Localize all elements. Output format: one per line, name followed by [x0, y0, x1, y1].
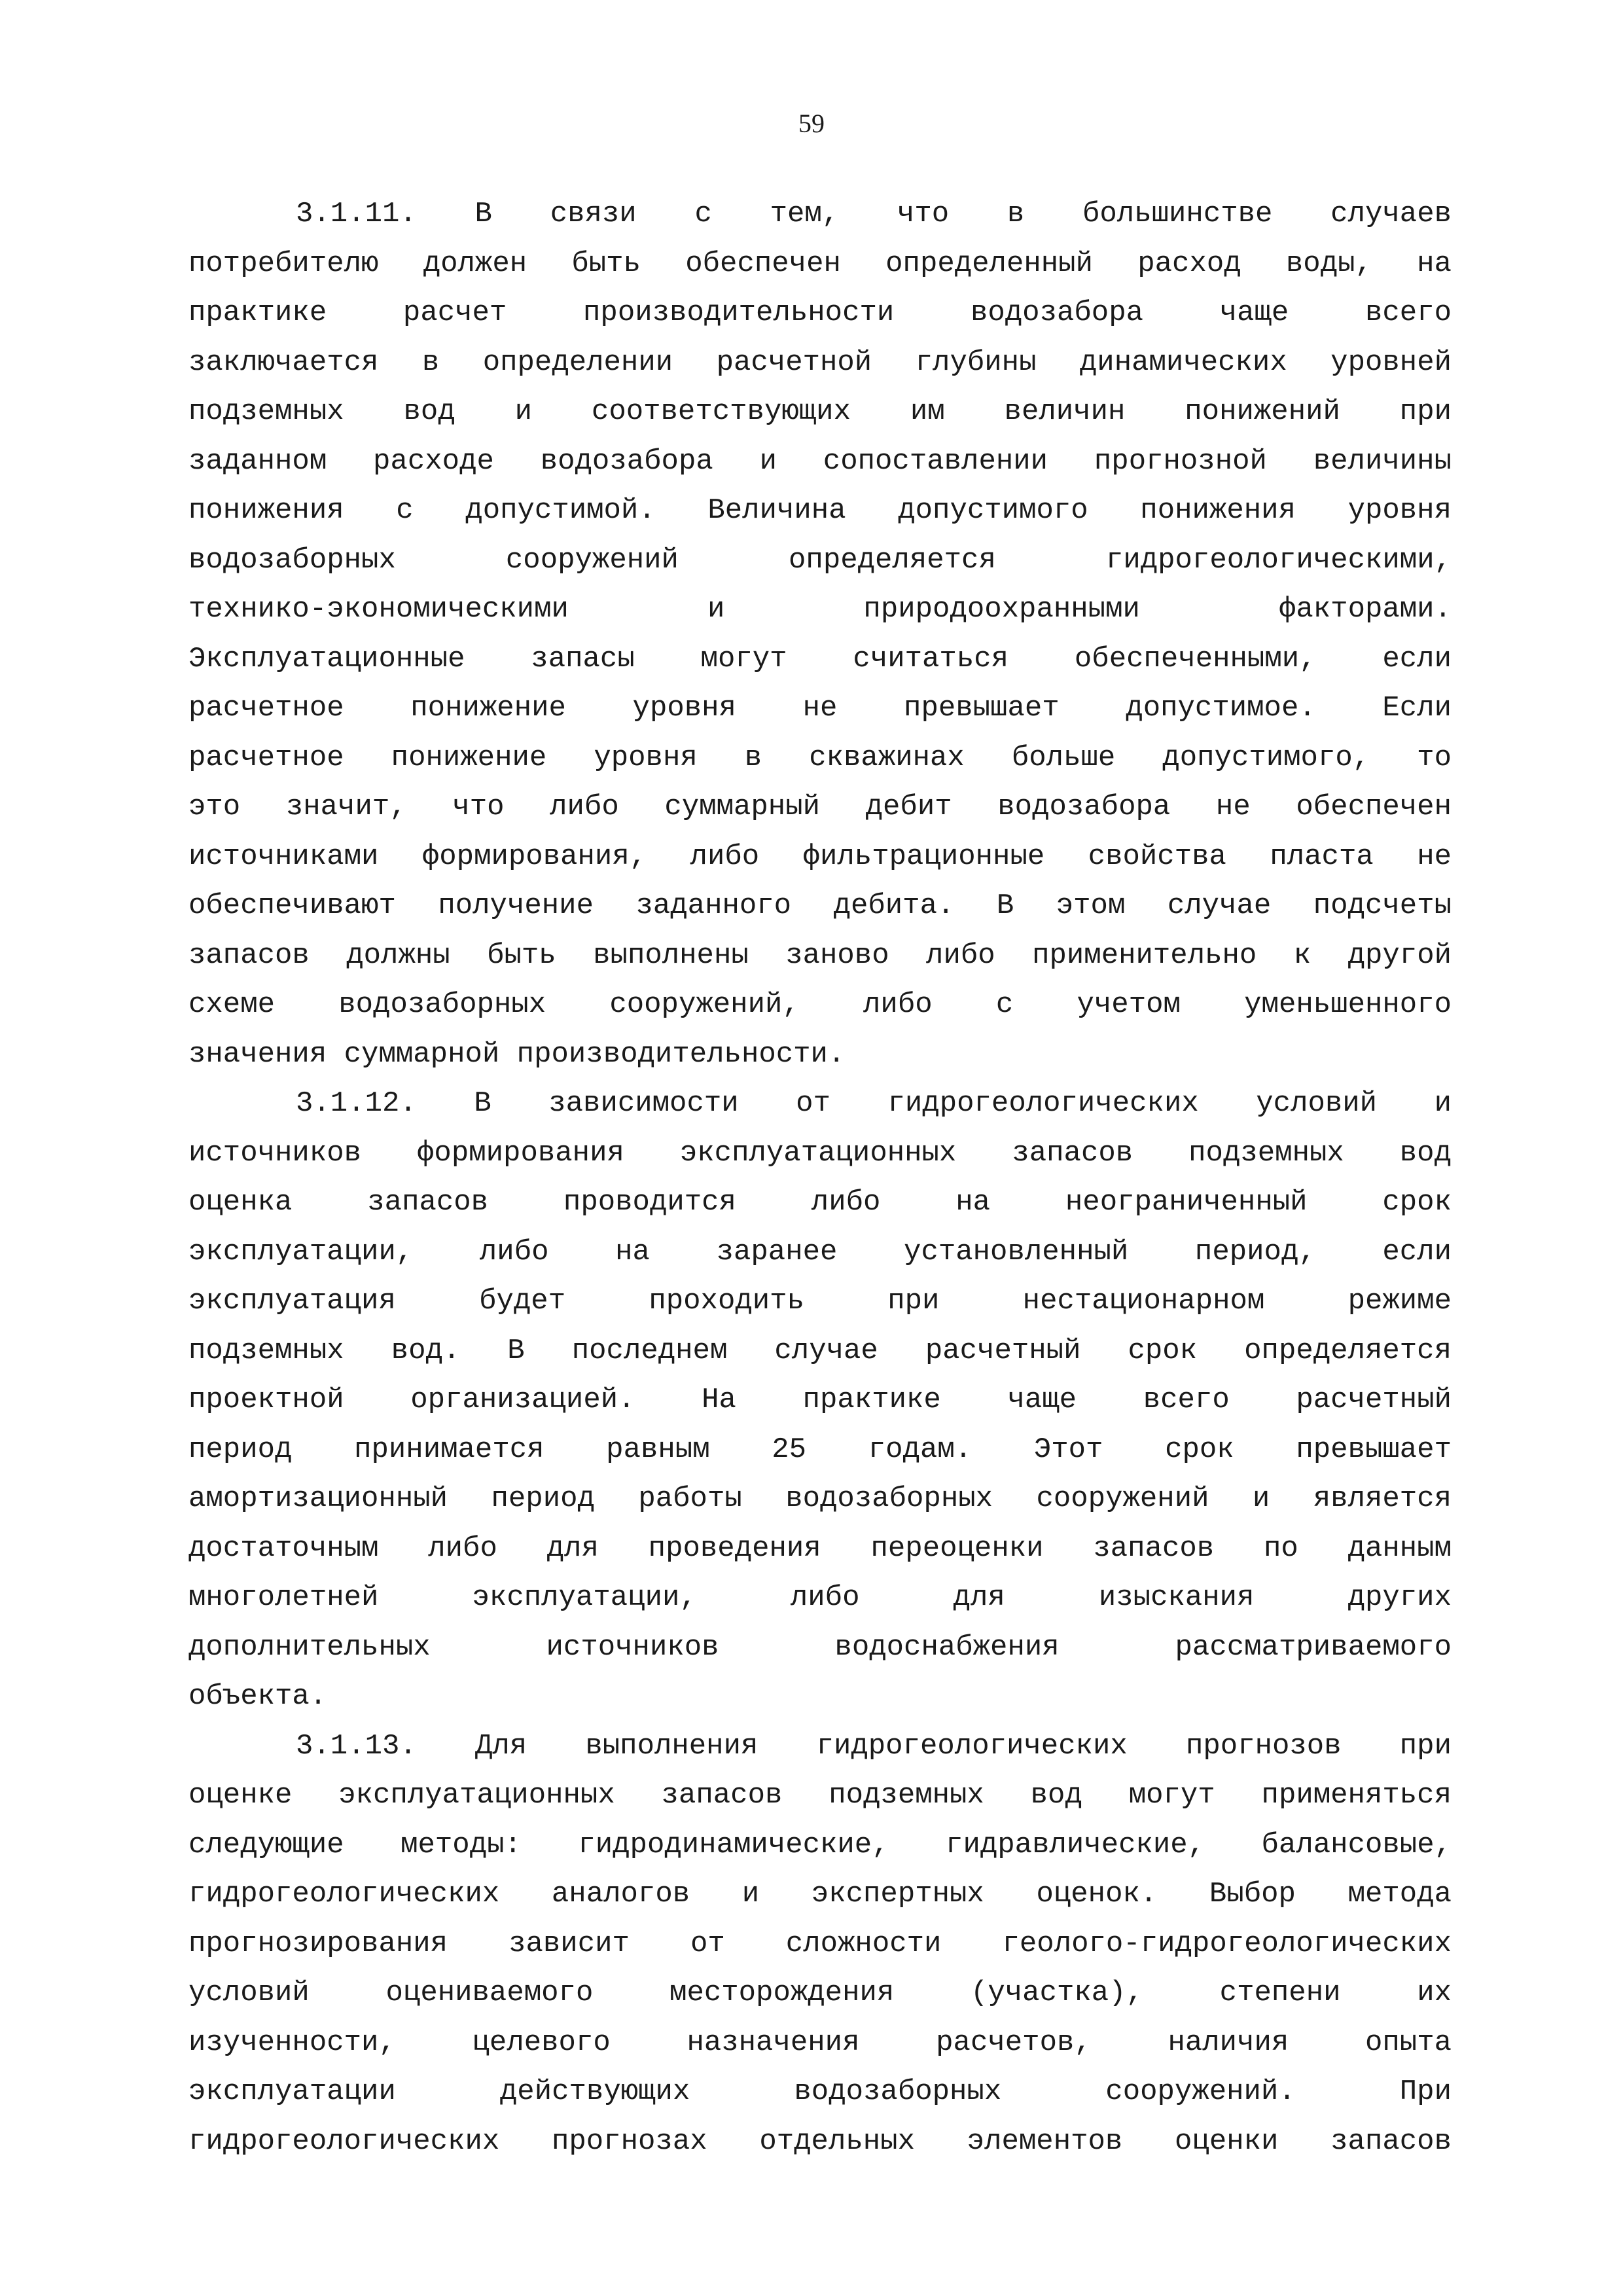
text-line: схеме водозаборных сооружений, либо с учетом уменьшенного: [188, 988, 1452, 1021]
text-line: период принимается равным 25 годам. Этот срок превышает: [188, 1433, 1452, 1466]
text-line: обеспечивают получение заданного дебита. В этом случае подсчеты: [188, 889, 1452, 922]
text-line: объекта.: [188, 1680, 327, 1713]
text-line: эксплуатация будет проходить при нестационарном режиме: [188, 1285, 1452, 1318]
paragraph-3-1-12: [188, 1079, 1452, 1722]
paragraph-3-1-11: [188, 190, 1452, 1079]
text-line: подземных вод и соответствующих им величин понижений при: [188, 395, 1452, 428]
text-line: запасов должны быть выполнены заново либо применительно к другой: [188, 939, 1452, 972]
text-line: подземных вод. В последнем случае расчетный срок определяется: [188, 1334, 1452, 1367]
text-line: потребителю должен быть обеспечен определенный расход воды, на: [188, 247, 1452, 280]
text-line: оценке эксплуатационных запасов подземных вод могут применяться: [188, 1779, 1452, 1812]
text-line: заданном расходе водозабора и сопоставлении прогнозной величины: [188, 444, 1452, 478]
text-line: водозаборных сооружений определяется гидрогеологическими,: [188, 543, 1452, 577]
text-line: изученности, целевого назначения расчетов, наличия опыта: [188, 2026, 1452, 2059]
text-line: следующие методы: гидродинамические, гидравлические, балансовые,: [188, 1828, 1452, 1861]
text-line: прогнозирования зависит от сложности геолого-гидрогеологических: [188, 1927, 1452, 1960]
text-line: оценка запасов проводится либо на неограниченный срок: [188, 1186, 1452, 1219]
page-number: 59: [798, 109, 825, 138]
text-line: гидрогеологических аналогов и экспертных оценок. Выбор метода: [188, 1878, 1452, 1910]
text-line: эксплуатации, либо на заранее установленный период, если: [188, 1235, 1452, 1268]
text-line: амортизационный период работы водозаборных сооружений и является: [188, 1482, 1452, 1515]
text-line: многолетней эксплуатации, либо для изыскания других: [188, 1581, 1452, 1614]
text-line: 3.1.12. В зависимости от гидрогеологических условий и: [296, 1087, 1452, 1120]
text-line: это значит, что либо суммарный дебит водозабора не обеспечен: [188, 791, 1452, 823]
text-line: расчетное понижение уровня не превышает допустимое. Если: [188, 692, 1452, 725]
text-line: значения суммарной производительности.: [188, 1037, 846, 1071]
text-line: дополнительных источников водоснабжения рассматриваемого: [188, 1630, 1452, 1664]
text-line: расчетное понижение уровня в скважинах больше допустимого, то: [188, 741, 1452, 774]
text-line: Эксплуатационные запасы могут считаться обеспеченными, если: [188, 642, 1452, 675]
text-line: 3.1.13. Для выполнения гидрогеологических прогнозов при: [296, 1729, 1452, 1763]
text-line: 3.1.11. В связи с тем, что в большинстве случаев: [296, 198, 1452, 230]
text-line: условий оцениваемого месторождения (участка), степени их: [188, 1977, 1452, 2009]
text-line: источниками формирования, либо фильтрационные свойства пласта не: [188, 840, 1452, 873]
text-line: технико-экономическими и природоохранными факторами.: [188, 593, 1452, 626]
text-line: практике расчет производительности водозабора чаще всего: [188, 296, 1452, 329]
text-line: гидрогеологических прогнозах отдельных элементов оценки запасов: [188, 2125, 1452, 2158]
text-line: понижения с допустимой. Величина допустимого понижения уровня: [188, 494, 1452, 527]
text-line: эксплуатации действующих водозаборных сооружений. При: [188, 2075, 1452, 2108]
paragraph-3-1-13: [188, 1722, 1452, 2167]
text-line: проектной организацией. На практике чаще всего расчетный: [188, 1384, 1452, 1416]
text-line: достаточным либо для проведения переоценки запасов по данным: [188, 1532, 1452, 1565]
body-text: [188, 190, 1452, 2166]
text-line: заключается в определении расчетной глубины динамических уровней: [188, 346, 1452, 379]
text-line: источников формирования эксплуатационных запасов подземных вод: [188, 1136, 1452, 1170]
